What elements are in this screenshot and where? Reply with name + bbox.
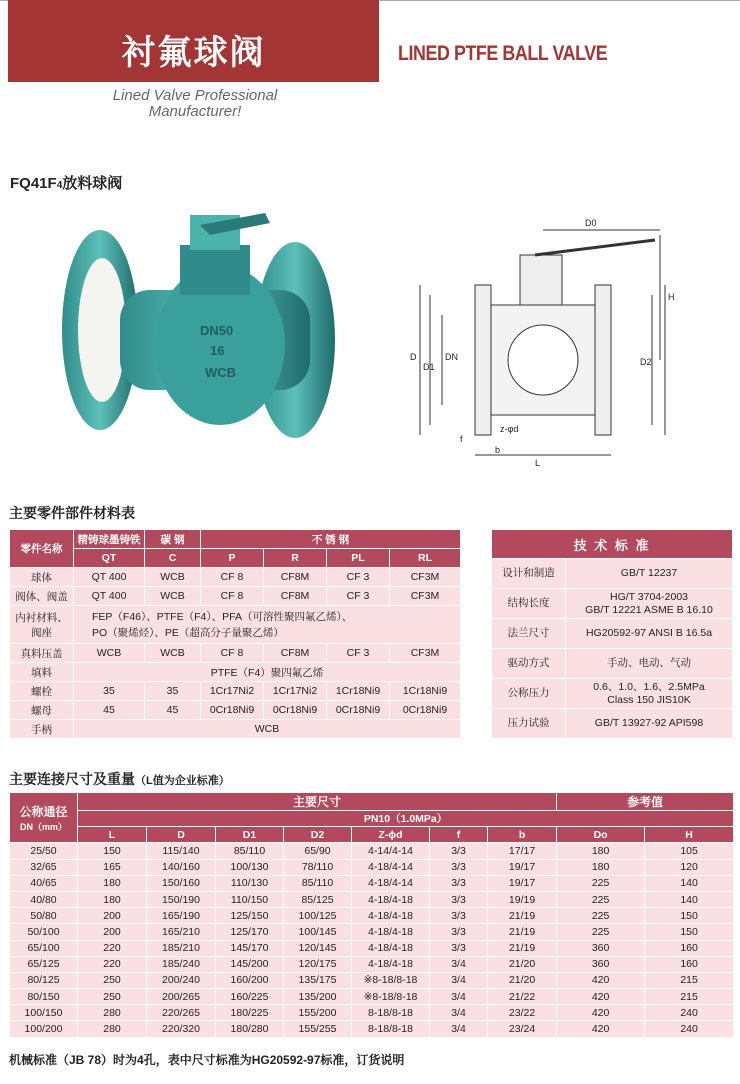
material-cell: CF 8 [201, 587, 264, 606]
dim-cell: 150 [645, 908, 734, 924]
table-row [10, 940, 734, 956]
label-d0: D0 [585, 218, 597, 228]
dim-cell: 200 [78, 924, 147, 940]
dim-cell: 3/4 [430, 1005, 488, 1021]
dim-cell: ※8-18/8-18 [352, 989, 430, 1005]
dim-cell: 155/200 [284, 1005, 352, 1021]
dim-cell: 19/17 [488, 875, 557, 891]
column-header: f [430, 827, 488, 843]
dim-cell: 220 [78, 940, 147, 956]
row-name: 手柄 [10, 720, 74, 739]
dims-title-text: 主要连接尺寸及重量 [9, 771, 135, 787]
label-zd: z-φd [500, 424, 519, 434]
dim-cell: 23/24 [488, 1021, 557, 1037]
dim-cell: 180/280 [216, 1021, 284, 1037]
dim-cell: 4-18/4-14 [352, 859, 430, 875]
material-cell: QT 400 [74, 568, 145, 587]
dim-cell: 360 [557, 956, 645, 972]
dim-cell: 115/140 [147, 843, 216, 859]
dim-cell: 21/19 [488, 940, 557, 956]
standard-line: 0.6、1.0、1.6、2.5MPa [593, 680, 705, 693]
header-dn-unit: DN（mm） [19, 821, 67, 832]
dim-cell: 165 [78, 859, 147, 875]
material-cell: CF3M [390, 644, 461, 663]
dim-cell: 3/3 [430, 924, 488, 940]
casting-dn: DN50 [200, 323, 234, 338]
header-ductile: 精铸球墨铸铁 [74, 530, 145, 549]
dim-cell: 19/17 [488, 859, 557, 875]
dim-cell: 185/240 [147, 956, 216, 972]
header-part-name: 零件名称 [10, 530, 74, 568]
dim-cell: 3/4 [430, 956, 488, 972]
table-row [492, 589, 733, 619]
dimensions-table [9, 792, 734, 1038]
dim-cell: 220 [78, 956, 147, 972]
table-row [10, 587, 461, 606]
dim-cell: 150 [645, 924, 734, 940]
dim-cell: 3/3 [430, 859, 488, 875]
material-cell: QT 400 [74, 587, 145, 606]
table-row [10, 875, 734, 891]
table-row [492, 679, 733, 709]
table-row [10, 682, 461, 701]
standard-key: 法兰尺寸 [492, 619, 566, 649]
dim-cell: 420 [557, 1021, 645, 1037]
dim-cell: 19/19 [488, 891, 557, 907]
standard-value [566, 559, 733, 589]
dim-cell: 225 [557, 908, 645, 924]
column-header: H [645, 827, 734, 843]
dim-cell: 150/190 [147, 891, 216, 907]
dim-cell: 165/210 [147, 924, 216, 940]
dim-cell: 21/19 [488, 908, 557, 924]
dim-cell: 65/90 [284, 843, 352, 859]
title-banner [8, 0, 379, 82]
material-cell: CF3M [390, 568, 461, 587]
casting-pn: 16 [210, 343, 225, 358]
label-f: f [460, 434, 463, 444]
code-header: RL [390, 549, 461, 568]
dim-cell: 85/110 [216, 843, 284, 859]
packing-value: PTFE（F4）聚四氟乙烯 [74, 663, 461, 682]
material-cell: 1Cr18Ni9 [327, 682, 390, 701]
standard-line: GB/T 13927-92 API598 [594, 717, 704, 729]
dim-cell: 125/150 [216, 908, 284, 924]
dim-cell: 215 [645, 989, 734, 1005]
dim-cell: 4-14/4-14 [352, 843, 430, 859]
standard-value [566, 679, 733, 709]
material-cell: 1Cr18Ni9 [390, 682, 461, 701]
standard-line: Class 150 JIS10K [607, 693, 691, 706]
material-cell: WCB [145, 644, 201, 663]
standard-value [566, 709, 733, 739]
table-row [10, 924, 734, 940]
row-name-line: 内衬材料、 [15, 611, 68, 624]
model-name: 放料球阀 [62, 175, 123, 192]
dim-cell: 225 [557, 891, 645, 907]
label-l: L [535, 458, 541, 468]
header-dn-cn: 公称通径 [19, 804, 68, 819]
table-row [10, 891, 734, 907]
column-header: b [488, 827, 557, 843]
material-cell: 1Cr17Ni2 [201, 682, 264, 701]
dim-cell: 85/125 [284, 891, 352, 907]
table-row [10, 720, 461, 739]
dim-cell: 180 [557, 843, 645, 859]
label-b: b [495, 445, 501, 455]
dim-cell: 155/255 [284, 1021, 352, 1037]
label-d1: D1 [423, 362, 435, 372]
table-row [10, 644, 461, 663]
table-row [10, 663, 461, 682]
dim-cell: 100/125 [284, 908, 352, 924]
dim-cell: 8-18/8-18 [352, 1005, 430, 1021]
dim-cell: 50/80 [10, 908, 78, 924]
table-row [10, 701, 461, 720]
column-header: D2 [284, 827, 352, 843]
dim-cell: 4-18/4-18 [352, 956, 430, 972]
standard-key: 结构长度 [492, 589, 566, 619]
material-cell: CF8M [264, 587, 327, 606]
dim-cell: 110/130 [216, 875, 284, 891]
column-header: Do [557, 827, 645, 843]
dim-cell: 3/4 [430, 989, 488, 1005]
table-row [10, 1005, 734, 1021]
dim-cell: 240 [645, 1005, 734, 1021]
dim-cell: 32/65 [10, 859, 78, 875]
dim-cell: 135/175 [284, 972, 352, 988]
material-cell: CF 8 [201, 644, 264, 663]
dim-cell: 420 [557, 972, 645, 988]
dim-cell: 4-18/4-18 [352, 924, 430, 940]
dim-cell: 78/110 [284, 859, 352, 875]
casting-mat: WCB [205, 365, 237, 380]
dim-cell: 120/175 [284, 956, 352, 972]
table-row [492, 559, 733, 589]
material-cell: WCB [74, 644, 145, 663]
handle-value: WCB [74, 720, 461, 739]
header-main: 主要尺寸 [78, 793, 557, 811]
material-cell: CF8M [264, 644, 327, 663]
table-row [10, 843, 734, 859]
code-header: C [145, 549, 201, 568]
material-cell: CF 3 [327, 568, 390, 587]
dim-cell: 250 [78, 989, 147, 1005]
tech-title: 技 术 标 准 [492, 530, 733, 559]
dim-cell: 80/125 [10, 972, 78, 988]
row-name: 填料 [10, 663, 74, 682]
slogan-line: Lined Valve Professional [112, 87, 278, 104]
dim-cell: 225 [557, 924, 645, 940]
material-cell: 0Cr18Ni9 [264, 701, 327, 720]
dim-cell: 65/125 [10, 956, 78, 972]
table-row [10, 989, 734, 1005]
dim-cell: 50/100 [10, 924, 78, 940]
dim-cell: 160/200 [216, 972, 284, 988]
dim-cell: 80/150 [10, 989, 78, 1005]
dim-cell: 23/22 [488, 1005, 557, 1021]
column-header: D [147, 827, 216, 843]
dim-cell: 220/265 [147, 1005, 216, 1021]
material-cell: 45 [145, 701, 201, 720]
row-name: 阀体、阀盖 [10, 587, 74, 606]
dim-cell: 240 [645, 1021, 734, 1037]
header-ref: 参考值 [557, 793, 734, 811]
dim-cell: 225 [557, 875, 645, 891]
material-cell: 35 [145, 682, 201, 701]
dim-cell: 8-18/8-18 [352, 1021, 430, 1037]
dim-cell: 65/100 [10, 940, 78, 956]
standard-key: 公称压力 [492, 679, 566, 709]
standard-line: HG/T 3704-2003 [609, 590, 689, 603]
dim-cell: 100/150 [10, 1005, 78, 1021]
dim-cell: 160/225 [216, 989, 284, 1005]
row-name: 螺母 [10, 701, 74, 720]
dim-cell: 280 [78, 1021, 147, 1037]
table-row [10, 1021, 734, 1037]
lining-line: FEP（F46）、PTFE（F4）、PFA（可溶性聚四氟乙烯）、 [92, 610, 353, 623]
slogan [80, 88, 310, 120]
dim-cell: 3/3 [430, 843, 488, 859]
dim-cell: 120/145 [284, 940, 352, 956]
dim-cell: 150 [78, 843, 147, 859]
row-name: 真料压盖 [10, 644, 74, 663]
material-cell: 0Cr18Ni9 [327, 701, 390, 720]
dim-cell: 3/4 [430, 1021, 488, 1037]
material-cell: 1Cr17Ni2 [264, 682, 327, 701]
standard-value [566, 589, 733, 619]
table-row [10, 908, 734, 924]
dim-cell: 105 [645, 843, 734, 859]
dim-cell: 145/170 [216, 940, 284, 956]
lining-line: PO（聚烯烃）、PE（超高分子量聚乙烯） [92, 626, 284, 639]
header-dn [10, 793, 78, 843]
dim-cell: 4-18/4-18 [352, 908, 430, 924]
table-row [492, 709, 733, 739]
label-h: H [668, 292, 675, 302]
dim-cell: 40/80 [10, 891, 78, 907]
header-pn: PN10（1.0MPa） [78, 811, 734, 827]
label-d: D [410, 352, 417, 362]
dims-title [9, 769, 230, 789]
valve-photo [60, 205, 340, 445]
dim-cell: 100/130 [216, 859, 284, 875]
material-cell: WCB [145, 568, 201, 587]
standard-key: 设计和制造 [492, 559, 566, 589]
column-header: D1 [216, 827, 284, 843]
dim-cell: 85/110 [284, 875, 352, 891]
header-stainless: 不 锈 钢 [201, 530, 461, 549]
standard-value [566, 649, 733, 679]
table-row [10, 972, 734, 988]
label-d2: D2 [640, 357, 652, 367]
dim-cell: 200/240 [147, 972, 216, 988]
lining-value [74, 606, 461, 644]
standard-key: 驱动方式 [492, 649, 566, 679]
dim-cell: 360 [557, 940, 645, 956]
materials-title: 主要零件部件材料表 [9, 505, 135, 521]
dim-cell: 145/200 [216, 956, 284, 972]
dim-cell: 3/3 [430, 908, 488, 924]
model-code: FQ41F [10, 175, 57, 192]
material-cell: CF3M [390, 587, 461, 606]
dim-cell: 180/225 [216, 1005, 284, 1021]
dim-cell: 185/210 [147, 940, 216, 956]
table-row [10, 956, 734, 972]
row-name-line: 阀座 [31, 626, 52, 639]
dim-cell: 180 [557, 859, 645, 875]
dim-cell: 3/4 [430, 972, 488, 988]
dim-cell: 160 [645, 940, 734, 956]
header-carbon: 碳 钢 [145, 530, 201, 549]
dim-cell: 110/150 [216, 891, 284, 907]
row-name [10, 606, 74, 644]
table-row [10, 859, 734, 875]
material-cell: CF8M [264, 568, 327, 587]
slogan-line: Manufacturer! [148, 103, 242, 120]
dim-cell: 220/320 [147, 1021, 216, 1037]
dim-cell: 140/160 [147, 859, 216, 875]
dim-cell: 420 [557, 989, 645, 1005]
dim-cell: 200/265 [147, 989, 216, 1005]
dim-cell: 4-18/4-18 [352, 940, 430, 956]
footnote: 机械标准（JB 78）时为4孔，表中尺寸标准为HG20592-97标准，订货说明 [9, 1053, 405, 1067]
dim-cell: 180 [78, 891, 147, 907]
material-cell: 0Cr18Ni9 [390, 701, 461, 720]
dim-cell: 21/20 [488, 956, 557, 972]
code-header: P [201, 549, 264, 568]
table-row [492, 649, 733, 679]
dim-cell: 25/50 [10, 843, 78, 859]
standard-line: HG20592-97 ANSI B 16.5a [585, 627, 713, 639]
dim-cell: 180 [78, 875, 147, 891]
standard-key: 压力试验 [492, 709, 566, 739]
dim-cell: 165/190 [147, 908, 216, 924]
material-cell: 35 [74, 682, 145, 701]
dim-cell: 100/200 [10, 1021, 78, 1037]
title-en: LINED PTFE BALL VALVE [398, 42, 608, 65]
dim-cell: 120 [645, 859, 734, 875]
dims-title-note: （L值为企业标准） [135, 775, 230, 787]
dim-cell: 3/3 [430, 875, 488, 891]
material-cell: CF 3 [327, 587, 390, 606]
dim-cell: 17/17 [488, 843, 557, 859]
dim-cell: 21/19 [488, 924, 557, 940]
materials-table [9, 529, 461, 739]
standard-value [566, 619, 733, 649]
dim-cell: 215 [645, 972, 734, 988]
dim-cell: ※8-18/8-18 [352, 972, 430, 988]
dim-cell: 160 [645, 956, 734, 972]
dim-cell: 100/145 [284, 924, 352, 940]
row-name: 球体 [10, 568, 74, 587]
code-header: PL [327, 549, 390, 568]
dim-cell: 140 [645, 891, 734, 907]
model-sub: 4 [56, 180, 63, 191]
column-header: Z-ϕd [352, 827, 430, 843]
dim-cell: 40/65 [10, 875, 78, 891]
model-title [10, 172, 122, 193]
code-header: R [264, 549, 327, 568]
dim-cell: 21/22 [488, 989, 557, 1005]
material-cell: CF 8 [201, 568, 264, 587]
label-dn: DN [445, 352, 458, 362]
dim-cell: 420 [557, 1005, 645, 1021]
tech-standards-table [491, 529, 733, 739]
standard-line: GB/T 12237 [620, 567, 678, 579]
valve-drawing [400, 210, 700, 480]
standard-line: GB/T 12221 ASME B 16.10 [585, 603, 713, 616]
dim-cell: 250 [78, 972, 147, 988]
dim-cell: 150/160 [147, 875, 216, 891]
material-cell: WCB [145, 587, 201, 606]
table-row [10, 606, 461, 644]
table-row [10, 568, 461, 587]
dim-cell: 280 [78, 1005, 147, 1021]
dim-cell: 125/170 [216, 924, 284, 940]
dim-cell: 200 [78, 908, 147, 924]
dim-cell: 21/20 [488, 972, 557, 988]
dim-cell: 3/3 [430, 891, 488, 907]
dim-cell: 135/200 [284, 989, 352, 1005]
column-header: L [78, 827, 147, 843]
dim-cell: 140 [645, 875, 734, 891]
dim-cell: 4-18/4-18 [352, 891, 430, 907]
material-cell: CF 3 [327, 644, 390, 663]
dim-cell: 3/3 [430, 940, 488, 956]
title-cn: 衬氟球阀 [121, 33, 266, 72]
table-row [492, 619, 733, 649]
material-cell: 0Cr18Ni9 [201, 701, 264, 720]
code-header: QT [74, 549, 145, 568]
material-cell: 45 [74, 701, 145, 720]
standard-line: 手动、电动、气动 [607, 657, 691, 669]
dim-cell: 4-18/4-14 [352, 875, 430, 891]
row-name: 螺栓 [10, 682, 74, 701]
